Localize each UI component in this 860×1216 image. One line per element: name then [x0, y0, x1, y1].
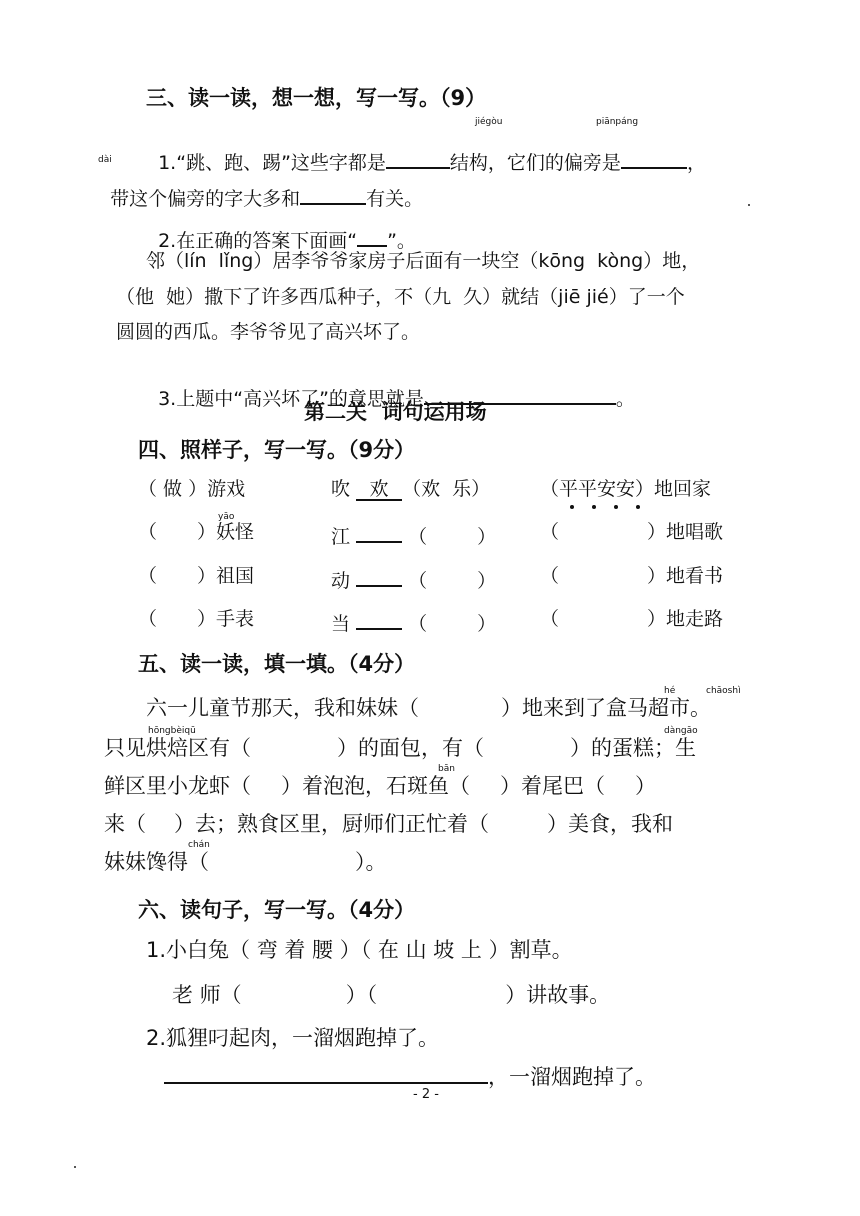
row2-col3: （ ）地唱歌 — [540, 521, 724, 543]
section-5-heading: 五、读一读，填一填。（4分） — [138, 652, 416, 676]
pinyin-pianpang: piānpáng — [596, 117, 639, 127]
passage5-line-4: 来（ ）去；熟食区里，厨师们正忙着（ ）美食，我和 — [104, 812, 673, 836]
emphasis-dot — [636, 505, 640, 509]
section-6-heading: 六、读句子，写一写。（4分） — [138, 898, 416, 922]
row3-col2: 动 （ ） — [331, 567, 496, 591]
row3-col1: （ ）祖国 — [138, 565, 255, 587]
blank-word[interactable] — [356, 610, 402, 630]
row4-col3: （ ）地走路 — [540, 608, 724, 630]
passage-line-2: （他 她）撒下了许多西瓜种子，不（九 久）就结（jiē jié）了一个 — [116, 286, 685, 308]
question-2: 2.在正确的答案下面画“ ”。 — [146, 208, 416, 251]
underline-sample — [357, 227, 387, 247]
passage5-line-2: 只见烘焙区有（ ）的面包，有（ ）的蛋糕；生 — [104, 736, 696, 760]
emphasis-dot — [570, 505, 574, 509]
pinyin-dai: dài — [98, 155, 112, 165]
sentence-2: 2.狐狸叼起肉，一溜烟跑掉了。 — [146, 1026, 440, 1050]
passage-line-1: 邻（lín lǐng）居李爷爷家房子后面有一块空（kōng kòng）地， — [146, 250, 701, 272]
sentence-1-exercise: 老 师（ ）（ ）讲故事。 — [172, 983, 611, 1007]
pinyin-ban: bān — [438, 764, 455, 774]
emphasis-dot — [592, 505, 596, 509]
blank-word[interactable] — [356, 523, 402, 543]
row2-col1: （ ）妖怪 — [138, 521, 255, 543]
part-2-title: 第二关 词句运用场 — [304, 400, 487, 424]
row1-col3: （平平安安）地回家 — [540, 478, 712, 500]
sentence-1: 1.小白兔（ 弯 着 腰 ）（ 在 山 坡 上 ）割草。 — [146, 938, 573, 962]
scan-speck — [74, 1166, 76, 1168]
pinyin-chan: chán — [188, 840, 210, 850]
passage5-line-5: 妹妹馋得（ ）。 — [104, 850, 387, 874]
scan-speck — [748, 204, 750, 206]
emphasis-dot — [614, 505, 618, 509]
sentence-2-exercise: ，一溜烟跑掉了。 — [164, 1064, 656, 1088]
section-3-heading: 三、读一读，想一想，写一写。（9） — [146, 86, 487, 110]
row1-col1: （ 做 ）游戏 — [138, 478, 246, 500]
pinyin-jiegou: jiégòu — [475, 117, 503, 127]
page-number: - 2 - — [413, 1087, 439, 1102]
row1-col2: 吹 欢 （欢 乐） — [331, 478, 491, 500]
pinyin-yao: yāo — [218, 512, 235, 522]
row4-col2: 当 （ ） — [331, 610, 496, 634]
blank-radical[interactable] — [621, 149, 687, 169]
passage5-line-1: 六一儿童节那天，我和妹妹（ ）地来到了盒马超市。 — [146, 696, 711, 720]
question-1-line-2: 带这个偏旁的字大多和 有关。 — [98, 166, 423, 209]
blank-related[interactable] — [300, 185, 366, 205]
pinyin-he: hé — [664, 686, 676, 696]
question-3: 3.上题中“高兴坏了”的意思就是 。 — [146, 366, 635, 409]
pinyin-chaoshi: chāoshì — [706, 686, 741, 696]
pinyin-hongbei: hōngbèiqū — [148, 726, 196, 736]
passage5-line-3: 鲜区里小龙虾（ ）着泡泡，石斑鱼（ ）着尾巴（ ） — [104, 774, 656, 798]
blank-word[interactable] — [356, 567, 402, 587]
pinyin-dangao: dàngāo — [664, 726, 698, 736]
section-4-heading: 四、照样子，写一写。（9分） — [138, 438, 416, 462]
row4-col1: （ ）手表 — [138, 608, 255, 630]
row3-col3: （ ）地看书 — [540, 565, 724, 587]
row2-col2: 江 （ ） — [331, 523, 496, 547]
passage-line-3: 圆圆的西瓜。李爷爷见了高兴坏了。 — [116, 321, 421, 343]
question-1-line-1: 1.“跳、跑、踢”这些字都是 结构，它们的偏旁是 ， — [146, 130, 706, 173]
blank-sentence[interactable] — [164, 1064, 488, 1084]
